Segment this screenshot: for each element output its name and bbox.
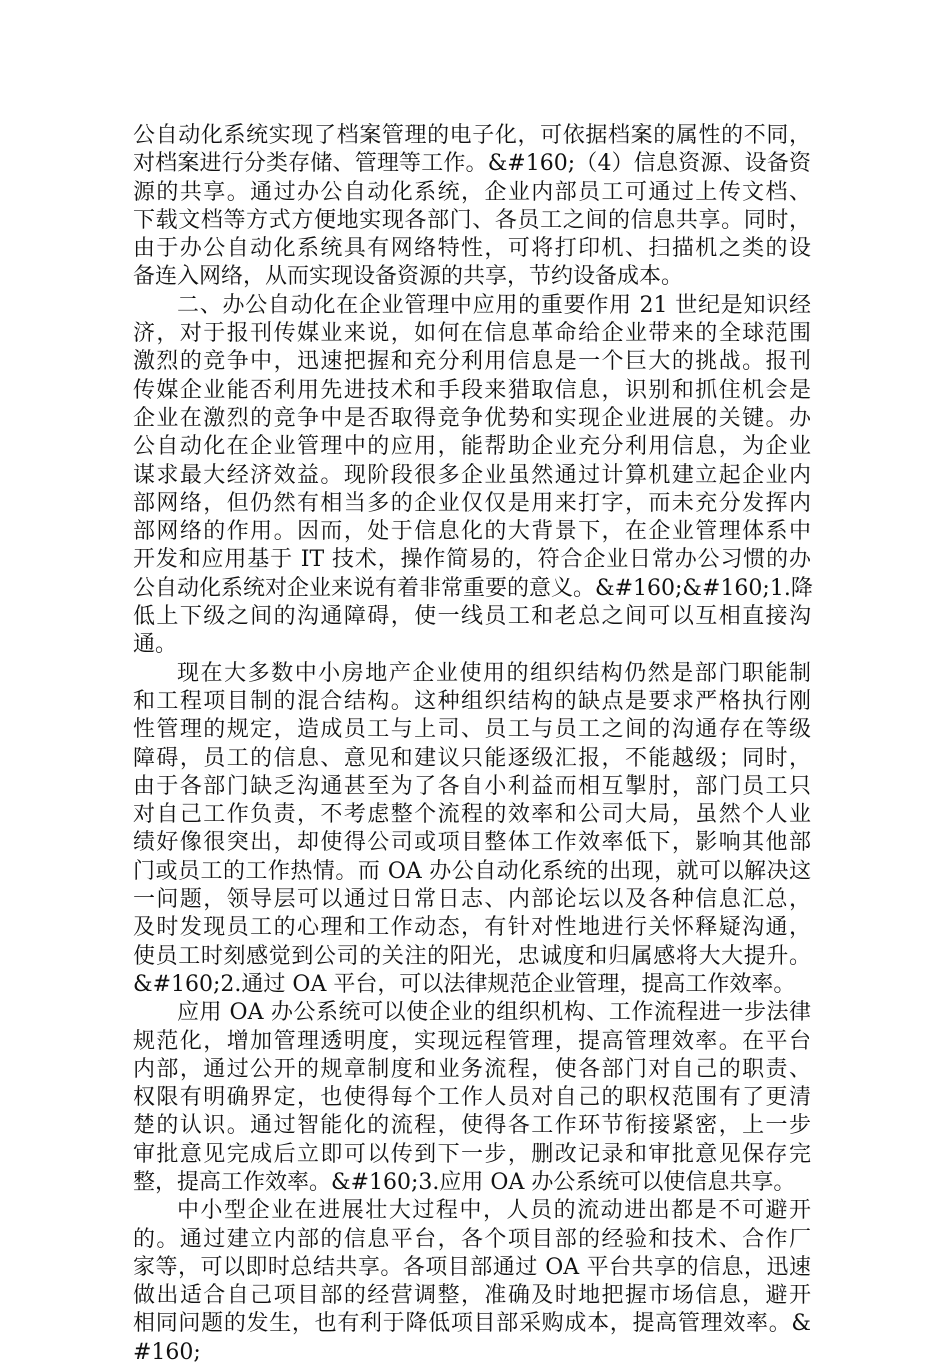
text-line: 使员工时刻感觉到公司的关注的阳光，忠诚度和归属感将大大提升。 [133, 943, 811, 969]
text-line: 公自动化系统实现了档案管理的电子化，可依据档案的属性的不同， [133, 123, 811, 148]
text-line: 开发和应用基于 IT 技术，操作简易的，符合企业日常办公习惯的办 [133, 547, 811, 573]
text-line: 家等，可以即时总结共享。各项目部通过 OA 平台共享的信息，迅速 [133, 1254, 811, 1280]
text-line: 部网络的作用。因而，处于信息化的大背景下，在企业管理体系中 [133, 519, 811, 545]
text-line: 绩好像很突出，却使得公司或项目整体工作效率低下，影响其他部 [133, 830, 811, 856]
text-line: 及时发现员工的心理和工作动态，有针对性地进行关怀释疑沟通， [133, 915, 811, 941]
text-line: 由于办公自动化系统具有网络特性，可将打印机、扫描机之类的设 [133, 236, 811, 262]
text-line: 做出适合自己项目部的经营调整，准确及时地把握市场信息，避开 [133, 1283, 811, 1309]
text-line: 激烈的竞争中，迅速把握和充分利用信息是一个巨大的挑战。报刊 [133, 349, 811, 375]
text-line: 一问题，领导层可以通过日常日志、内部论坛以及各种信息汇总， [133, 887, 811, 913]
text-line: 二、办公自动化在企业管理中应用的重要作用 21 世纪是知识经 [177, 292, 811, 318]
text-line: 企业在激烈的竞争中是否取得竞争优势和实现企业进展的关键。办 [133, 405, 811, 431]
text-line: 源的共享。通过办公自动化系统，企业内部员工可通过上传文档、 [133, 179, 811, 205]
text-line: 由于各部门缺乏沟通甚至为了各自小利益而相互掣肘，部门员工只 [133, 773, 811, 799]
text-line: 对自己工作负责，不考虑整个流程的效率和公司大局，虽然个人业 [133, 802, 811, 828]
text-line: 谋求最大经济效益。现阶段很多企业虽然通过计算机建立起企业内 [133, 462, 811, 488]
paragraph [133, 292, 811, 660]
text-line: 现在大多数中小房地产企业使用的组织结构仍然是部门职能制 [177, 660, 811, 686]
text-line: 备连入网络，从而实现设备资源的共享，节约设备成本。 [133, 264, 684, 290]
paragraph [133, 1197, 811, 1367]
text-line: 中小型企业在进展壮大过程中，人员的流动进出都是不可避开 [177, 1198, 811, 1224]
text-line: 低上下级之间的沟通障碍，使一线员工和老总之间可以互相直接沟 [133, 604, 811, 630]
text-line: 门或员工的工作热情。而 OA 办公自动化系统的出现，就可以解决这 [133, 858, 811, 884]
text-line: 应用 OA 办公系统可以使企业的组织机构、工作流程进一步法律 [177, 1000, 811, 1026]
body-text [133, 122, 811, 1367]
text-line: 公自动化系统对企业来说有着非常重要的意义。&#160;&#160;1.降 [133, 575, 813, 601]
text-line: 审批意见完成后立即可以传到下一步，删改记录和审批意见保存完 [133, 1141, 811, 1167]
paragraph [133, 122, 811, 292]
text-line: 规范化，增加管理透明度，实现远程管理，提高管理效率。在平台 [133, 1028, 811, 1054]
text-line: 和工程项目制的混合结构。这种组织结构的缺点是要求严格执行刚 [133, 688, 811, 714]
text-line: 障碍，员工的信息、意见和建议只能逐级汇报，不能越级；同时， [133, 745, 811, 771]
text-line: 下载文档等方式方便地实现各部门、各员工之间的信息共享。同时， [133, 207, 811, 233]
text-line: 相同问题的发生，也有利于降低项目部采购成本，提高管理效率。& [133, 1311, 811, 1337]
text-line: 对档案进行分类存储、管理等工作。&#160;（4）信息资源、设备资 [133, 151, 811, 177]
text-line: 权限有明确界定，也使得每个工作人员对自己的职权范围有了更清 [133, 1085, 811, 1111]
text-line: 部网络，但仍然有相当多的企业仅仅是用来打字，而未充分发挥内 [133, 490, 811, 516]
text-line: 的。通过建立内部的信息平台，各个项目部的经验和技术、合作厂 [133, 1226, 811, 1252]
text-line: 通。 [133, 632, 178, 658]
text-line: &#160;2.通过 OA 平台，可以法律规范企业管理，提高工作效率。 [133, 971, 796, 997]
text-line: 内部，通过公开的规章制度和业务流程，使各部门对自己的职责、 [133, 1056, 811, 1082]
text-line: 楚的认识。通过智能化的流程，使得各工作环节衔接紧密，上一步 [133, 1113, 811, 1139]
text-line: 性管理的规定，造成员工与上司、员工与员工之间的沟通存在等级 [133, 717, 811, 743]
text-line: #160; [133, 1339, 201, 1365]
paragraph [133, 660, 811, 1000]
paragraph [133, 999, 811, 1197]
text-line: 传媒企业能否利用先进技术和手段来猎取信息，识别和抓住机会是 [133, 377, 811, 403]
text-line: 济，对于报刊传媒业来说，如何在信息革命给企业带来的全球范围 [133, 321, 811, 347]
text-line: 整，提高工作效率。&#160;3.应用 OA 办公系统可以使信息共享。 [133, 1169, 796, 1195]
text-line: 公自动化在企业管理中的应用，能帮助企业充分利用信息，为企业 [133, 434, 811, 460]
